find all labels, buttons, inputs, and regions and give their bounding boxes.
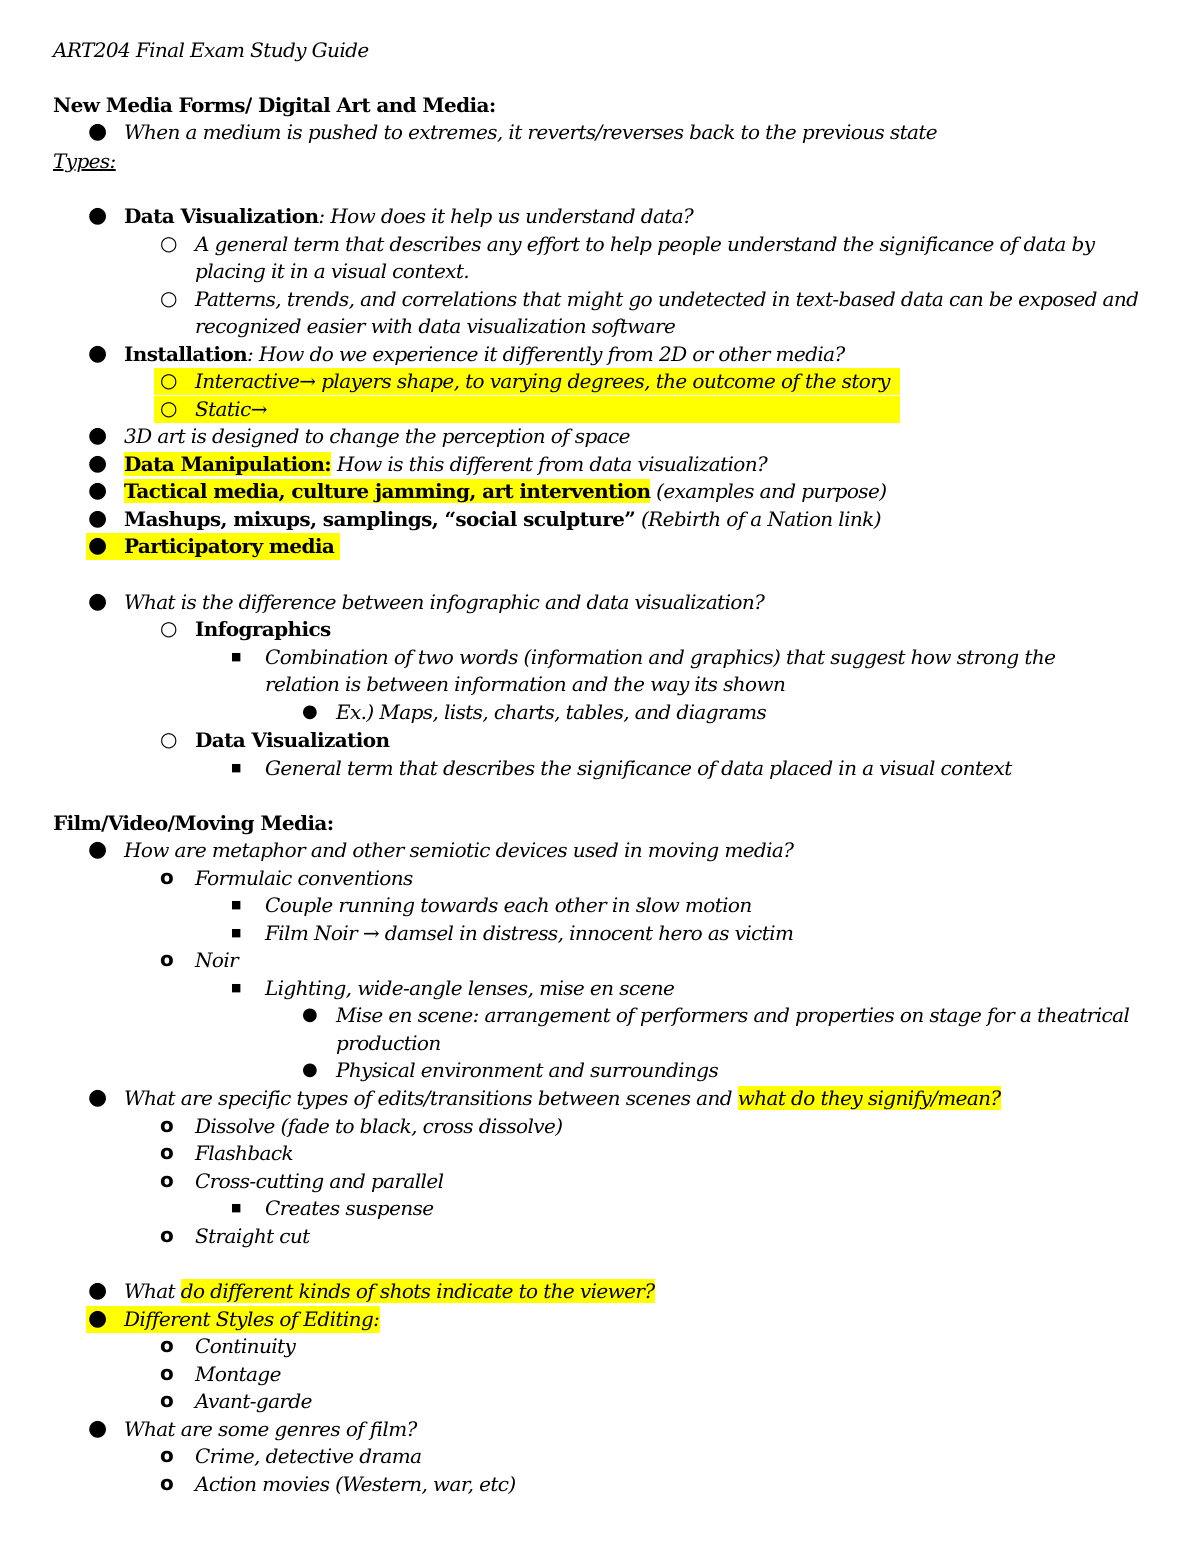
bullet-circle: ○ bbox=[160, 727, 178, 751]
list-item: Couple running towards each other in slow motion bbox=[265, 893, 752, 917]
list-item-continued: production bbox=[336, 1031, 441, 1055]
list-item: Continuity bbox=[195, 1334, 296, 1358]
list-item: Mashups, mixups, samplings, “social sculpture” (Rebirth of a Nation link) bbox=[124, 507, 881, 531]
bullet-circle: o bbox=[160, 1333, 174, 1357]
list-item-highlighted: Participatory media bbox=[124, 534, 335, 558]
list-item: Data Visualization bbox=[195, 728, 390, 752]
bullet-circle: o bbox=[160, 1361, 174, 1385]
bullet-disc: ● bbox=[88, 1278, 108, 1303]
bullet-disc: ● bbox=[88, 837, 108, 862]
list-item-highlighted: Different Styles of Editing: bbox=[124, 1307, 380, 1331]
bullet-square: ■ bbox=[231, 761, 242, 774]
bullet-disc: ● bbox=[302, 1004, 318, 1025]
bullet-circle: o bbox=[160, 1140, 174, 1164]
list-item: Film Noir → damsel in distress, innocent hero as victim bbox=[265, 921, 794, 945]
list-item: What are some genres of film? bbox=[124, 1417, 417, 1441]
list-item: Crime, detective drama bbox=[195, 1444, 422, 1468]
bullet-disc: ● bbox=[88, 341, 108, 366]
list-item: What is the difference between infographic and data visualization? bbox=[124, 590, 765, 614]
list-item: Montage bbox=[195, 1362, 281, 1386]
list-item: Installation: How do we experience it differently from 2D or other media? bbox=[124, 342, 845, 366]
list-item: Infographics bbox=[195, 617, 331, 641]
list-item: Flashback bbox=[195, 1141, 293, 1165]
list-item: Creates suspense bbox=[265, 1196, 434, 1220]
list-item: Formulaic conventions bbox=[195, 866, 413, 890]
list-item: Cross-cutting and parallel bbox=[195, 1169, 444, 1193]
list-item: Combination of two words (information and graphics) that suggest how strong the bbox=[265, 645, 1056, 669]
list-item-continued: relation is between information and the way its shown bbox=[265, 672, 786, 696]
bullet-circle: o bbox=[160, 1471, 174, 1495]
bullet-circle: o bbox=[160, 947, 174, 971]
bullet-disc: ● bbox=[88, 589, 108, 614]
list-item: Dissolve (fade to black, cross dissolve) bbox=[195, 1114, 563, 1138]
list-item: Lighting, wide-angle lenses, mise en scene bbox=[265, 976, 675, 1000]
bullet-circle: ○ bbox=[160, 368, 178, 392]
bullet-disc: ● bbox=[88, 506, 108, 531]
list-item: What are specific types of edits/transitions between scenes and what do they signify/mean? bbox=[124, 1086, 1001, 1110]
list-item-continued: placing it in a visual context. bbox=[195, 259, 470, 283]
types-label: Types: bbox=[53, 149, 116, 173]
bullet-disc: ● bbox=[88, 203, 108, 228]
bullet-disc: ● bbox=[88, 1306, 108, 1331]
list-item-highlighted: Interactive→ players shape, to varying degrees, the outcome of the story bbox=[195, 369, 890, 393]
bullet-circle: o bbox=[160, 1388, 174, 1412]
list-item: When a medium is pushed to extremes, it reverts/reverses back to the previous state bbox=[124, 120, 938, 144]
bullet-square: ■ bbox=[231, 898, 242, 911]
list-item: A general term that describes any effort to help people understand the significance of data by bbox=[195, 232, 1095, 256]
list-item: 3D art is designed to change the perception of space bbox=[124, 424, 630, 448]
list-item: How are metaphor and other semiotic devices used in moving media? bbox=[124, 838, 794, 862]
bullet-circle: ○ bbox=[160, 286, 178, 310]
list-item: Tactical media, culture jamming, art intervention (examples and purpose) bbox=[124, 479, 887, 503]
bullet-disc: ● bbox=[88, 451, 108, 476]
bullet-circle: o bbox=[160, 1223, 174, 1247]
bullet-disc: ● bbox=[88, 119, 108, 144]
list-item: Noir bbox=[195, 948, 239, 972]
list-item: Straight cut bbox=[195, 1224, 310, 1248]
list-item: Data Visualization: How does it help us understand data? bbox=[124, 204, 694, 228]
bullet-disc: ● bbox=[302, 701, 318, 722]
bullet-square: ■ bbox=[231, 650, 242, 663]
bullet-circle: ○ bbox=[160, 231, 178, 255]
bullet-disc: ● bbox=[88, 533, 108, 558]
list-item: Mise en scene: arrangement of performers and properties on stage for a theatrical bbox=[336, 1003, 1130, 1027]
bullet-circle: o bbox=[160, 1113, 174, 1137]
list-item: Action movies (Western, war, etc) bbox=[195, 1472, 516, 1496]
bullet-disc: ● bbox=[302, 1059, 318, 1080]
list-item: Physical environment and surroundings bbox=[336, 1058, 719, 1082]
bullet-circle: ○ bbox=[160, 396, 178, 420]
list-item: Avant-garde bbox=[195, 1389, 312, 1413]
bullet-circle: o bbox=[160, 1168, 174, 1192]
list-item: What do different kinds of shots indicate to the viewer? bbox=[124, 1279, 655, 1303]
bullet-square: ■ bbox=[231, 1201, 242, 1214]
bullet-disc: ● bbox=[88, 1085, 108, 1110]
bullet-disc: ● bbox=[88, 423, 108, 448]
section-heading-film: Film/Video/Moving Media: bbox=[53, 811, 334, 835]
list-item-highlighted: Static→ bbox=[195, 397, 267, 421]
bullet-disc: ● bbox=[88, 478, 108, 503]
list-item-continued: recognized easier with data visualization software bbox=[195, 314, 676, 338]
bullet-circle: ○ bbox=[160, 616, 178, 640]
list-item: Data Manipulation: How is this different from data visualization? bbox=[124, 452, 768, 476]
bullet-disc: ● bbox=[88, 1416, 108, 1441]
list-item: General term that describes the significance of data placed in a visual context bbox=[265, 756, 1012, 780]
bullet-square: ■ bbox=[231, 926, 242, 939]
bullet-circle: o bbox=[160, 1443, 174, 1467]
bullet-circle: o bbox=[160, 865, 174, 889]
section-heading-new-media: New Media Forms/ Digital Art and Media: bbox=[53, 93, 496, 117]
bullet-square: ■ bbox=[231, 981, 242, 994]
document-title: ART204 Final Exam Study Guide bbox=[53, 38, 369, 62]
list-item: Ex.) Maps, lists, charts, tables, and diagrams bbox=[336, 700, 767, 724]
list-item: Patterns, trends, and correlations that might go undetected in text-based data can be exposed and bbox=[195, 287, 1139, 311]
